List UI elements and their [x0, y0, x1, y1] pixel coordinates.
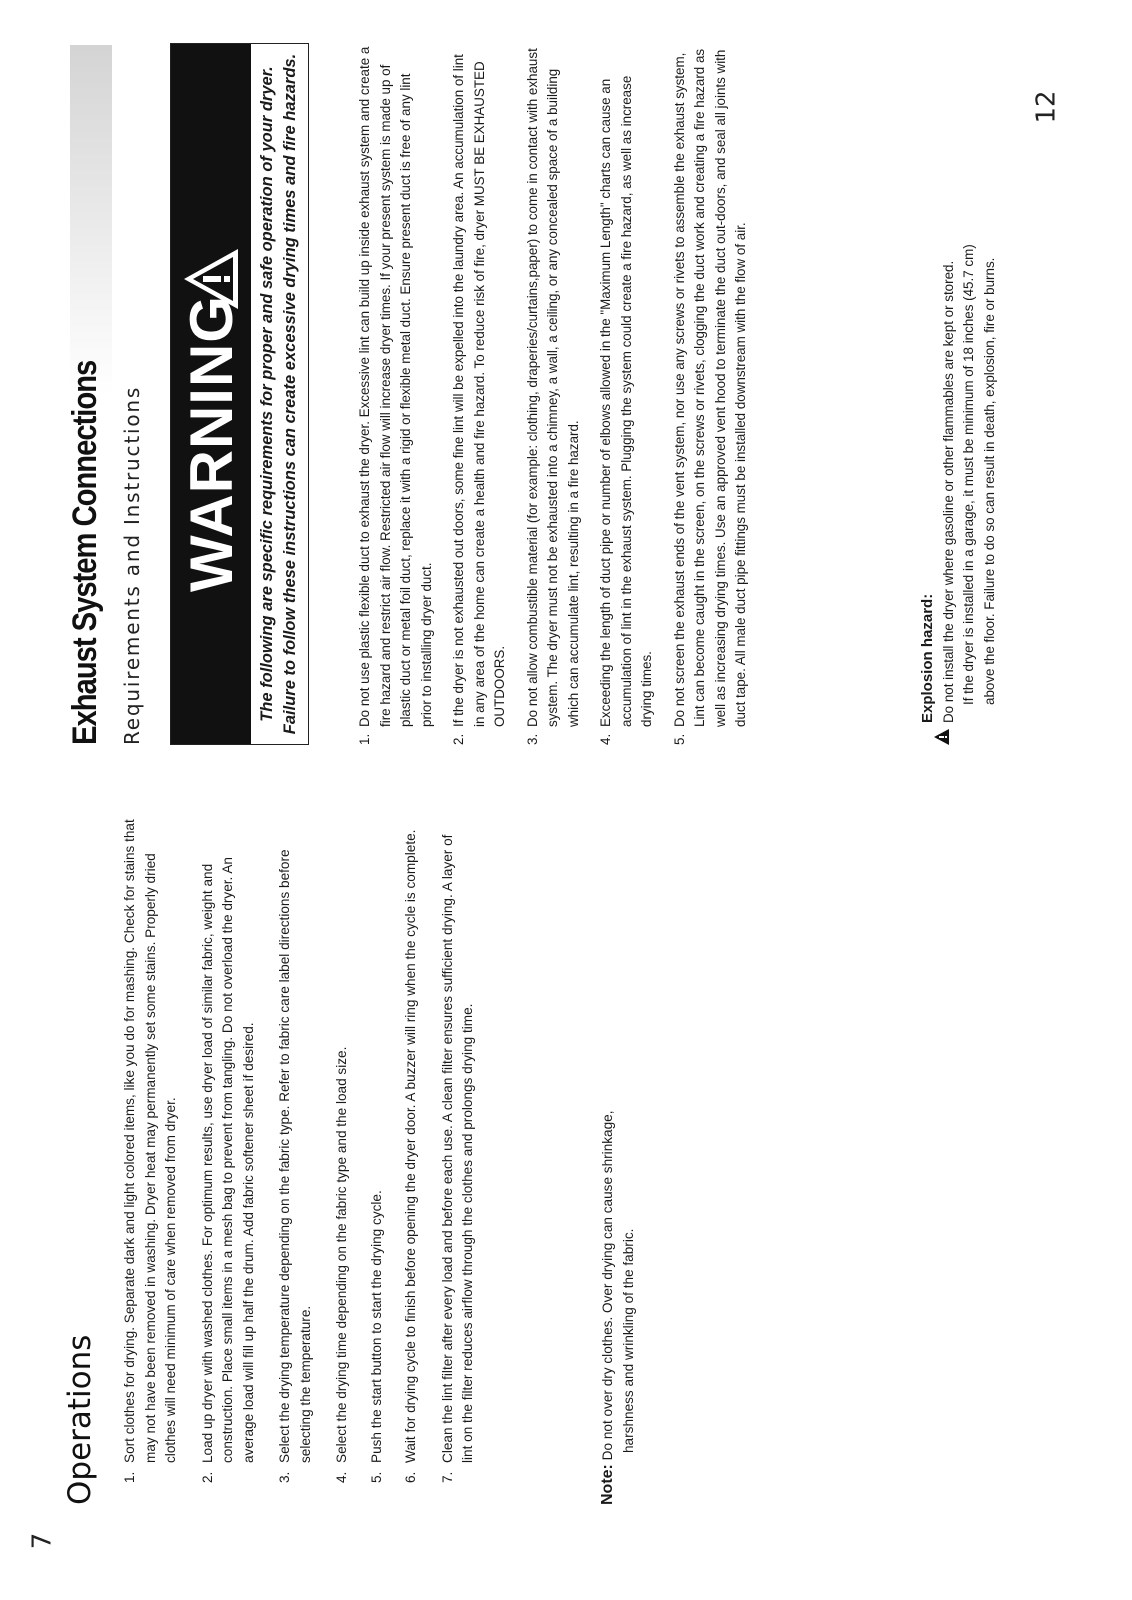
- item-text: Do not use plastic flexible duct to exhaust the dryer. Excessive lint can build up inside exhaust system and create a fire hazard and restrict air flow. Restricted air flow will increase dryer times. If your present system is made up of plastic duct or metal foil duct, replace it with a rigid or flexible metal duct. Ensure present duct is free of any lint prior to installing dryer duct.: [357, 46, 434, 727]
- warning-triangle-icon: [181, 246, 241, 312]
- page-number-right: 12: [1031, 90, 1062, 124]
- hazard-line-2: If the dryer is installed in a garage, it must be minimum of 18 inches (45.7 cm): [961, 244, 976, 705]
- item-number: 3.: [524, 733, 540, 745]
- hazard-line-1: Do not install the dryer where gasoline or other flammables are kept or stored.: [940, 260, 956, 723]
- operations-item-7: [438, 815, 479, 1483]
- item-text: Sort clothes for drying. Separate dark and light colored items, like you do for mashing. Check for stains that may not have been removed in washing. Dryer heat may permanently set some stains. Properly dried clothes will need minimum of care when removed from dryer.: [122, 819, 178, 1463]
- exhaust-page: [0, 45, 1132, 745]
- operations-page: [0, 805, 1132, 1505]
- operations-item-5: [367, 815, 388, 1483]
- operations-item-6: [401, 815, 422, 1483]
- item-number: 2.: [199, 1471, 215, 1483]
- operations-item-1: [120, 815, 182, 1483]
- item-number: 4.: [598, 733, 613, 745]
- item-text: Do not screen the exhaust ends of the vent system, nor use any screws or rivets to assemble the exhaust system, Lint can become caught in the screen, on the screws or rivets, clogging the duct work and creating a fire hazard as well as increasing drying times. Use an approved vent hood to terminate the duct out-doors, and seal all joints with duct tape. All male duct pipe fittings must be installed downstream with the flow of air.: [671, 48, 748, 727]
- note-line-1: Do not over dry clothes. Over drying can cause shrinkage,: [600, 1110, 615, 1461]
- item-number: 7.: [439, 1471, 455, 1483]
- item-text: Wait for drying cycle to finish before opening the dryer door. A buzzer will ring when the cycle is complete.: [403, 829, 418, 1463]
- exhaust-item-4: [596, 45, 658, 745]
- hazard-line-3: above the floor. Failure to do so can result in death, explosion, fire or burns.: [981, 257, 997, 705]
- item-text: Do not allow combustible material (for example: clothing, draperies/curtains,paper) to come in contact with exhaust system. The dryer must not be exhausted into a chimney, a wall, a ceiling, or any concealed space of a building which can accumulate lint, resulting in a fire hazard.: [524, 48, 581, 727]
- note-line-2: harshness and wrinkling of the fabric.: [620, 1228, 636, 1453]
- item-number: 1.: [122, 1471, 137, 1483]
- operations-title: Operations: [62, 1334, 98, 1505]
- item-text: Select the drying temperature depending on the fabric type. Refer to fabric care label directions before selecting the temperature.: [277, 849, 313, 1463]
- item-number: 2.: [451, 733, 466, 745]
- item-text: Load up dryer with washed clothes. For optimum results, use dryer load of similar fabric, weight and construction. Place small items in a mesh bag to prevent from tangling. Do not overload the dryer. An average load will fill up half the drum. Add fabric softener sheet if desired.: [199, 857, 256, 1463]
- item-text: Exceeding the length of duct pipe or number of elbows allowed in the "Maximum Length" charts can cause an accumulation of lint in the exhaust system. Plugging the system could create a fire hazard, as well as increase drying times.: [598, 75, 654, 727]
- item-number: 5.: [671, 733, 687, 745]
- exhaust-item-5: [670, 45, 752, 745]
- exhaust-title: Exhaust System Connections: [66, 360, 104, 745]
- operations-list: [120, 815, 495, 1483]
- operations-item-4: [332, 815, 353, 1483]
- hazard-title: Explosion hazard:: [919, 593, 936, 723]
- warning-word: WARNING: [178, 295, 245, 592]
- warning-text: The following are specific requirements for proper and safe operation of your dryer. Failure to follow these instructions can create excessive drying times and fire hazards.: [258, 53, 299, 735]
- operations-note: [598, 815, 639, 1505]
- page-number-left: 7: [27, 1532, 58, 1550]
- item-text: If the dryer is not exhausted out doors, some fine lint will be expelled into the laundry area. An accumulation of lint in any area of the home can create a health and fire hazard. To reduce risk of fire, dryer MUST BE EXHAUSTED OUTDOORS.: [451, 54, 507, 727]
- item-text: Select the drying time depending on the fabric type and the load size.: [334, 1046, 349, 1463]
- note-label: Note:: [599, 1464, 616, 1505]
- item-number: 4.: [334, 1471, 349, 1483]
- item-number: 1.: [357, 733, 372, 745]
- item-text: Push the start button to start the drying cycle.: [368, 1190, 384, 1463]
- exhaust-item-2: [449, 45, 511, 745]
- exhaust-item-1: [355, 45, 437, 745]
- exhaust-list: [355, 45, 764, 745]
- operations-item-2: [198, 815, 260, 1483]
- warning-box: [170, 43, 309, 745]
- item-number: 5.: [368, 1471, 384, 1483]
- warning-banner: [171, 44, 251, 744]
- exhaust-subtitle: Requirements and Instructions: [120, 385, 144, 745]
- operations-item-3: [275, 815, 316, 1483]
- item-number: 3.: [277, 1471, 292, 1483]
- explosion-hazard: [918, 45, 1000, 745]
- item-text: Clean the lint filter after every load and before each use. A clean filter ensures sufficient drying. A layer of lint on the filter reduces airflow through the clothes and prolongs drying time.: [439, 834, 475, 1463]
- exhaust-item-3: [523, 45, 585, 745]
- item-number: 6.: [403, 1471, 418, 1483]
- hazard-triangle-icon: [934, 729, 949, 745]
